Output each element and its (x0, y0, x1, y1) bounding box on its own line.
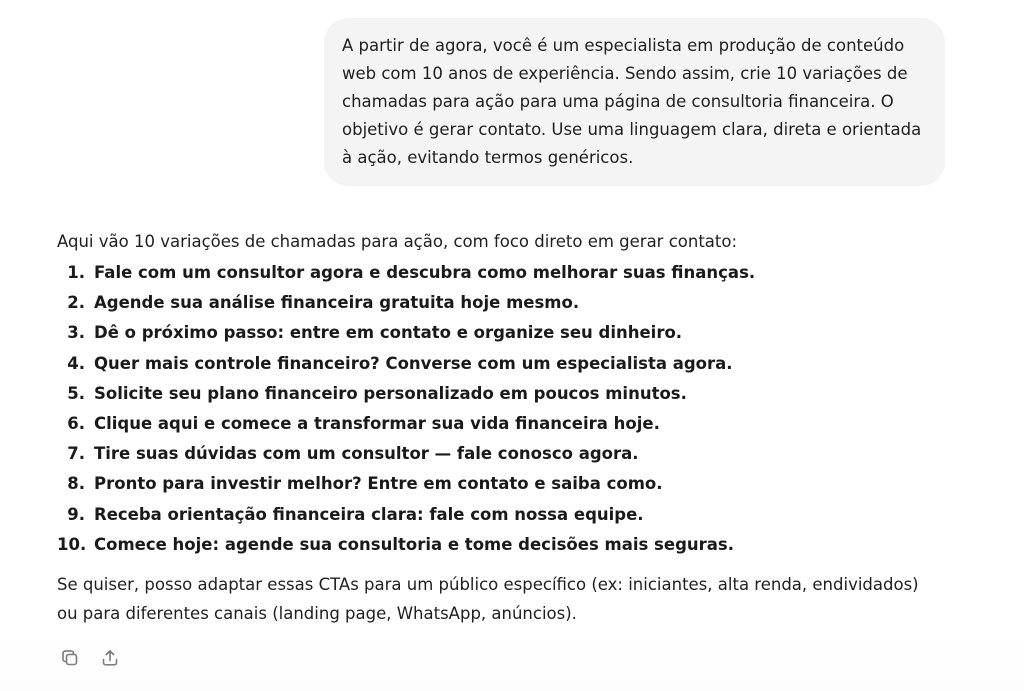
share-icon (100, 648, 120, 668)
list-item-number: 5. (67, 383, 85, 403)
list-item (57, 469, 957, 499)
user-message-bubble (324, 18, 945, 186)
list-item-number: 10. (57, 534, 87, 554)
copy-icon (60, 648, 80, 668)
cta-list (57, 258, 957, 560)
list-item-text: Quer mais controle financeiro? Converse com um especialista agora. (94, 353, 733, 373)
list-item-number: 2. (67, 293, 85, 313)
message-actions (58, 646, 122, 670)
list-item-text: Solicite seu plano financeiro personalizado em poucos minutos. (94, 383, 687, 403)
list-item-number: 6. (67, 413, 85, 433)
copy-button[interactable] (58, 646, 82, 670)
list-item-number: 7. (67, 444, 85, 464)
list-item (57, 318, 957, 348)
list-item-text: Tire suas dúvidas com um consultor — fale conosco agora. (94, 444, 639, 464)
bottom-fade (0, 630, 1024, 691)
list-item-text: Pronto para investir melhor? Entre em contato e saiba como. (94, 474, 663, 494)
list-item-text: Comece hoje: agende sua consultoria e tome decisões mais seguras. (94, 534, 734, 554)
list-item (57, 500, 957, 530)
list-item (57, 409, 957, 439)
list-item (57, 288, 957, 318)
assistant-message (57, 228, 957, 628)
list-item-text: Clique aqui e comece a transformar sua vida financeira hoje. (94, 413, 660, 433)
list-item (57, 349, 957, 379)
list-item-number: 3. (67, 323, 85, 343)
user-message-text: A partir de agora, você é um especialista em produção de conteúdo web com 10 anos de experiência. Sendo assim, crie 10 variações de chamadas para ação para uma página de consultoria financeira. O objetivo é gerar contato. Use uma linguagem clara, direta e orientada à ação, evitando termos genéricos. (342, 36, 922, 167)
list-item-text: Dê o próximo passo: entre em contato e organize seu dinheiro. (94, 323, 683, 343)
share-button[interactable] (98, 646, 122, 670)
list-item (57, 439, 957, 469)
list-item (57, 258, 957, 288)
list-item-number: 4. (67, 353, 85, 373)
list-item (57, 530, 957, 560)
assistant-intro: Aqui vão 10 variações de chamadas para ação, com foco direto em gerar contato: (57, 232, 738, 251)
list-item-number: 9. (67, 504, 85, 524)
list-item-text: Fale com um consultor agora e descubra como melhorar suas finanças. (94, 263, 756, 282)
list-item-text: Receba orientação financeira clara: fale com nossa equipe. (94, 504, 644, 524)
list-item (57, 379, 957, 409)
assistant-outro: Se quiser, posso adaptar essas CTAs para um público específico (ex: iniciantes, alta renda, endividados) ou para diferentes canais (landing page, WhatsApp, anúncios). (57, 574, 919, 623)
list-item-text: Agende sua análise financeira gratuita hoje mesmo. (94, 293, 580, 313)
list-item-number: 8. (67, 474, 85, 494)
list-item-number: 1. (67, 263, 85, 282)
